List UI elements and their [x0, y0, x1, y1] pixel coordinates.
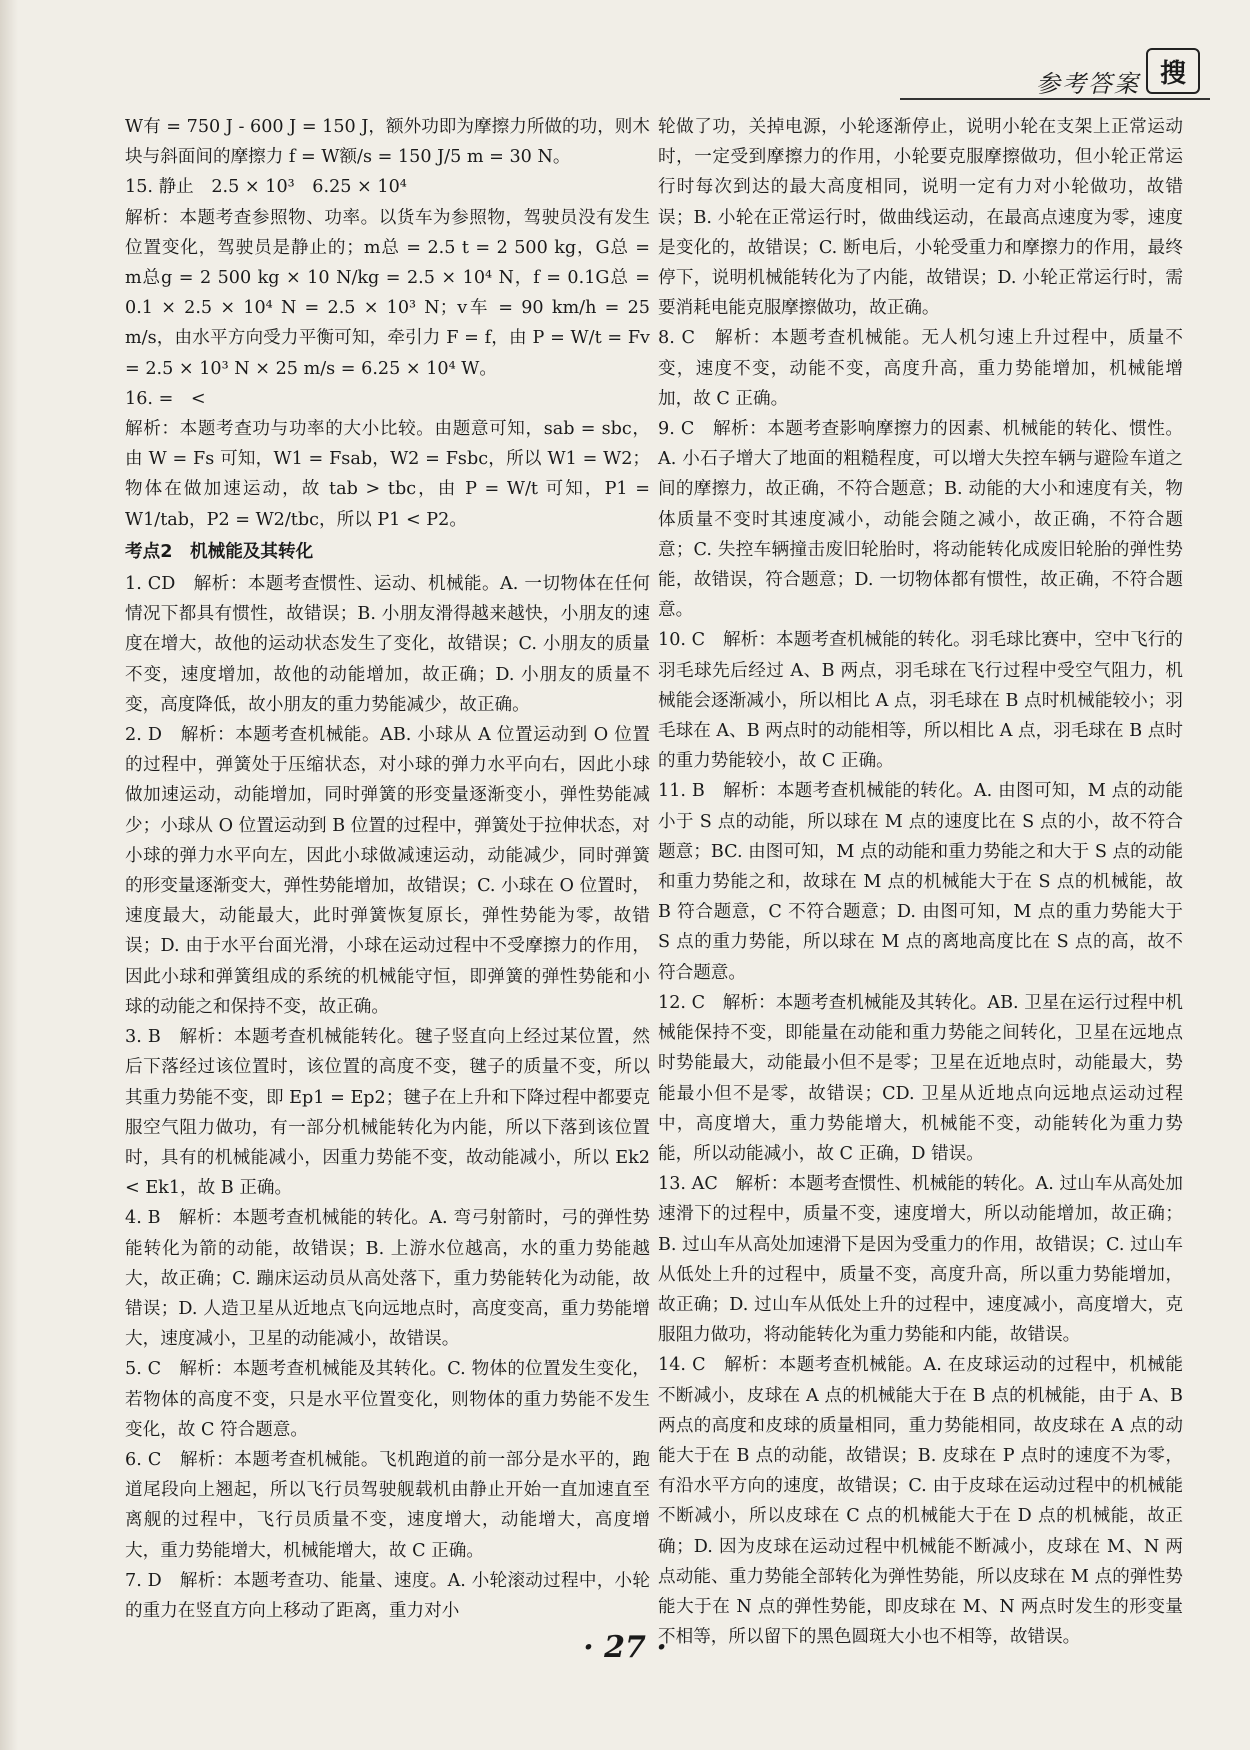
paragraph: 9. C 解析：本题考查影响摩擦力的因素、机械能的转化、惯性。A. 小石子增大了地面的粗糙程度，可以增大失控车辆与避险车道之间的摩擦力，故正确，不符合题意；B. 动能的大小和速度有关，物体质量不变时其速度减小，动能会随之减小，故正确，不符合题意；C. 失控车辆撞击废旧轮胎时，将动能转化成废旧轮胎的弹性势能，故错误，符合题意；D. 一切物体都有惯性，故正确，不符合题意。 [658, 419, 1183, 621]
answer-line: 15. 静止 2.5 × 10³ 6.25 × 10⁴ [125, 177, 407, 198]
paragraph: 解析：本题考查参照物、功率。以货车为参照物，驾驶员没有发生位置变化，驾驶员是静止的；m总 = 2.5 t = 2 500 kg，G总 = m总g = 2 500 kg × 10 N/kg = 2.5 × 10⁴ N，f = 0.1G总 = 0.1 × 2.5 × 10⁴ N = 2.5 × 10³ N；v车 = 90 km/h = 25 m/s，由水平方向受力平衡可知，牵引力 F = f，由 P = W/t = Fv = 2.5 × 10³ N × 25 m/s = 6.25 × 10⁴ W。 [125, 207, 650, 379]
section-heading: 考点2 机械能及其转化 [125, 541, 314, 562]
paragraph: 8. C 解析：本题考查机械能。无人机匀速上升过程中，质量不变，速度不变，动能不变，高度升高，重力势能增加，机械能增加，故 C 正确。 [658, 328, 1183, 409]
page-edge-shadow [0, 0, 18, 1750]
logo-icon: 搜 [1146, 48, 1200, 94]
paragraph: 13. AC 解析：本题考查惯性、机械能的转化。A. 过山车从高处加速滑下的过程中，质量不变，速度增大，所以动能增加，故正确；B. 过山车从高处加速滑下是因为受重力的作用，故错误；C. 过山车从低处上升的过程中，质量不变，高度升高，所以重力势能增加，故正确；D. 过山车从低处上升的过程中，速度减小，高度增大，克服阻力做功，将动能转化为重力势能和内能，故错误。 [658, 1174, 1183, 1346]
paragraph: 5. C 解析：本题考查机械能及其转化。C. 物体的位置发生变化，若物体的高度不变，只是水平位置变化，则物体的重力势能不发生变化，故 C 符合题意。 [125, 1359, 650, 1440]
paragraph: 10. C 解析：本题考查机械能的转化。羽毛球比赛中，空中飞行的羽毛球先后经过 A、B 两点，羽毛球在飞行过程中受空气阻力，机械能会逐渐减小，所以相比 A 点，羽毛球在 B 点时机械能较小；羽毛球在 A、B 两点时的动能相等，所以相比 A 点，羽毛球在 B 点时的重力势能较小，故 C 正确。 [658, 630, 1183, 772]
paragraph: 3. B 解析：本题考查机械能转化。毽子竖直向上经过某位置，然后下落经过该位置时，该位置的高度不变，毽子的质量不变，所以其重力势能不变，即 Ep1 = Ep2；毽子在上升和下降过程中都要克服空气阻力做功，有一部分机械能转化为内能，所以下落到该位置时，具有的机械能减小，因重力势能不变，故动能减小，所以 Ek2 < Ek1，故 B 正确。 [125, 1027, 650, 1199]
paragraph: 4. B 解析：本题考查机械能的转化。A. 弯弓射箭时，弓的弹性势能转化为箭的动能，故错误；B. 上游水位越高，水的重力势能越大，故正确；C. 蹦床运动员从高处落下，重力势能转化为动能，故错误；D. 人造卫星从近地点飞向远地点时，高度变高，重力势能增大，速度减小，卫星的动能减小，故错误。 [125, 1208, 650, 1350]
paragraph: 1. CD 解析：本题考查惯性、运动、机械能。A. 一切物体在任何情况下都具有惯性，故错误；B. 小朋友滑得越来越快，小朋友的速度在增大，故他的运动状态发生了变化，故错误；C. 小朋友的质量不变，速度增加，故他的动能增加，故正确；D. 小朋友的质量不变，高度降低，故小朋友的重力势能减少，故正确。 [125, 574, 650, 715]
left-column [125, 112, 650, 1626]
page-header [900, 38, 1210, 100]
paragraph: 解析：本题考查功与功率的大小比较。由题意可知，sab = sbc，由 W = Fs 可知，W1 = Fsab，W2 = Fsbc，所以 W1 = W2；物体在做加速运动，故 tab > tbc，由 P = W/t 可知，P1 = W1/tab，P2 = W2/tbc，所以 P1 < P2。 [125, 419, 650, 530]
paragraph: 11. B 解析：本题考查机械能的转化。A. 由图可知，M 点的动能小于 S 点的动能，所以球在 M 点的速度比在 S 点的小，故不符合题意；BC. 由图可知，M 点的动能和重力势能之和大于 S 点的动能和重力势能之和，故球在 M 点的机械能大于在 S 点的机械能，故 B 符合题意，C 不符合题意；D. 由图可知，M 点的重力势能大于 S 点的重力势能，所以球在 M 点的离地高度比在 S 点的高，故不符合题意。 [658, 781, 1183, 983]
paragraph: 7. D 解析：本题考查功、能量、速度。A. 小轮滚动过程中，小轮的重力在竖直方向上移动了距离，重力对小 [125, 1570, 650, 1621]
paragraph: 14. C 解析：本题考查机械能。A. 在皮球运动的过程中，机械能不断减小，皮球在 A 点的机械能大于在 B 点的机械能，由于 A、B 两点的高度和皮球的质量相同，重力势能相同，故皮球在 A 点的动能大于在 B 点的动能，故错误；B. 皮球在 P 点时的速度不为零，有沿水平方向的速度，故错误；C. 由于皮球在运动过程中的机械能不断减小，所以皮球在 C 点的机械能大于在 D 点的机械能，故正确；D. 因为皮球在运动过程中机械能不断减小，皮球在 M、N 两点动能、重力势能全部转化为弹性势能，所以皮球在 M 点的弹性势能大于在 N 点的弹性势能，即皮球在 M、N 两点时发生的形变量不相等，所以留下的黑色圆斑大小也不相等，故错误。 [658, 1355, 1183, 1648]
paragraph: 12. C 解析：本题考查机械能及其转化。AB. 卫星在运行过程中机械能保持不变，即能量在动能和重力势能之间转化，卫星在远地点时势能最大，动能最小但不是零；卫星在近地点时，动能最大，势能最小但不是零，故错误；CD. 卫星从近地点向远地点运动过程中，高度增大，重力势能增大，机械能不变，动能转化为重力势能，所以动能减小，故 C 正确，D 错误。 [658, 992, 1183, 1164]
page-number: · 27 · [583, 1630, 667, 1665]
paragraph: 6. C 解析：本题考查机械能。飞机跑道的前一部分是水平的，跑道尾段向上翘起，所以飞行员驾驶舰载机由静止开始一直加速直至离舰的过程中，飞行员质量不变，速度增大，动能增大，高度增大，重力势能增大，机械能增大，故 C 正确。 [125, 1449, 650, 1561]
right-column [658, 112, 1183, 1652]
header-title: 参考答案 [1036, 70, 1140, 98]
paragraph: 轮做了功，关掉电源，小轮逐渐停止，说明小轮在支架上正常运动时，一定受到摩擦力的作用，小轮要克服摩擦做功，但小轮正常运行时每次到达的最大高度相同，说明一定有力对小轮做功，故错误；B. 小轮在正常运行时，做曲线运动，在最高点速度为零，速度是变化的，故错误；C. 断电后，小轮受重力和摩擦力的作用，最终停下，说明机械能转化为了内能，故错误；D. 小轮正常运行时，需要消耗电能克服摩擦做功，故正确。 [658, 117, 1183, 319]
paragraph: W有 = 750 J - 600 J = 150 J，额外功即为摩擦力所做的功，则木块与斜面间的摩擦力 f = W额/s = 150 J/5 m = 30 N。 [125, 117, 650, 168]
paragraph: 2. D 解析：本题考查机械能。AB. 小球从 A 位置运动到 O 位置的过程中，弹簧处于压缩状态，对小球的弹力水平向右，因此小球做加速运动，动能增加，同时弹簧的形变量逐渐变小，弹性势能减少；小球从 O 位置运动到 B 位置的过程中，弹簧处于拉伸状态，对小球的弹力水平向左，因此小球做减速运动，动能减少，同时弹簧的形变量逐渐变大，弹性势能增加，故错误；C. 小球在 O 位置时，速度最大，动能最大，此时弹簧恢复原长，弹性势能为零，故错误；D. 由于水平台面光滑，小球在运动过程中不受摩擦力的作用，因此小球和弹簧组成的系统的机械能守恒，即弹簧的弹性势能和小球的动能之和保持不变，故正确。 [125, 725, 650, 1017]
answer-line: 16. = < [125, 388, 206, 409]
